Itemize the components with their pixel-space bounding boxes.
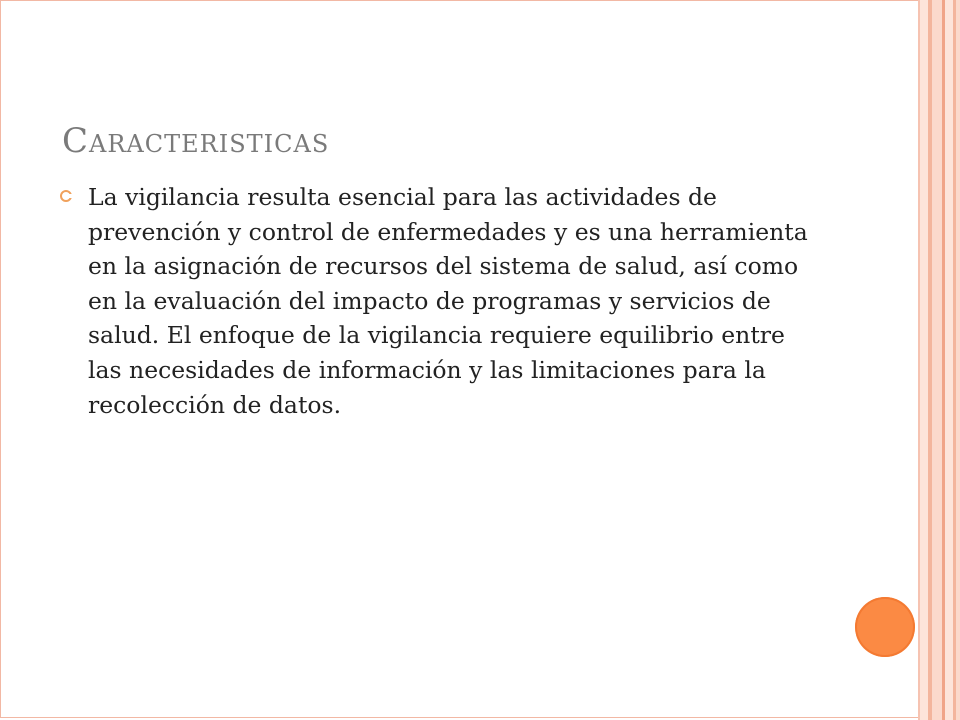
orange-circle-decoration (855, 597, 915, 657)
decorative-stripe (945, 0, 953, 720)
bullet-text: La vigilancia resulta esencial para las actividades de prevención y control de enfermedades y es una herramienta en la asignación de recursos del sistema de salud, así como en la evaluación del impacto de programas y servicios de salud. El enfoque de la vigilancia requiere equilibrio entre las necesidades de información y las limitaciones para la recolección de datos. (88, 183, 808, 419)
decorative-stripe (932, 0, 942, 720)
decorative-stripe (956, 0, 960, 720)
slide-title: Caracteristicas (62, 120, 330, 161)
decorative-stripe (920, 0, 928, 720)
bullet-item (60, 180, 820, 422)
circle-bullet-icon (60, 190, 72, 202)
